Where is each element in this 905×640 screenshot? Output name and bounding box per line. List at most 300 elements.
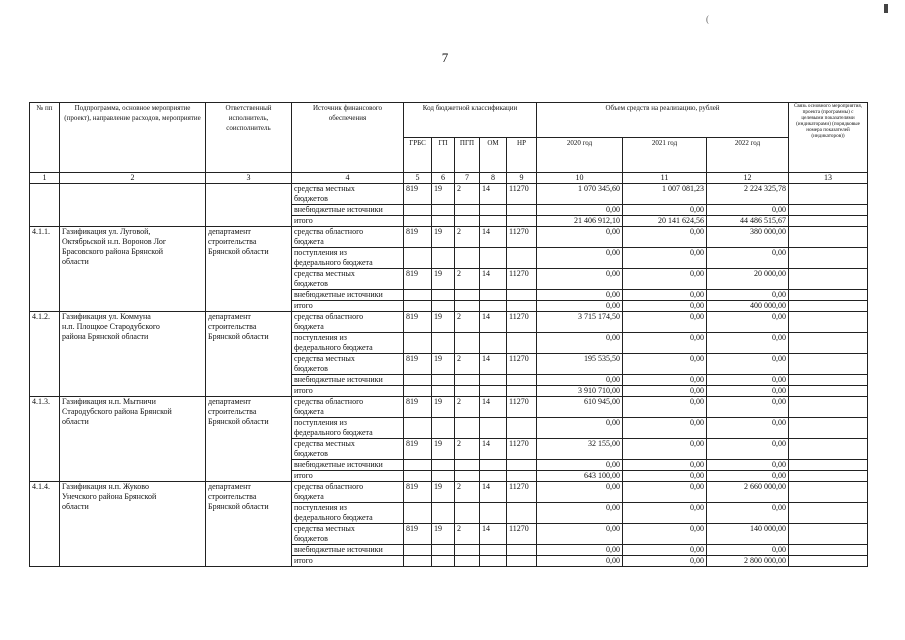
item-number: 4.1.4.: [30, 482, 60, 567]
source-cell: поступления из: [292, 418, 404, 429]
code-grbs: 819: [404, 354, 432, 375]
code-pgp: [455, 290, 480, 301]
table-row: [30, 397, 868, 408]
amount-2022: 140 000,00: [707, 524, 789, 545]
amount-2022: 0,00: [707, 205, 789, 216]
amount-2021: 0,00: [623, 503, 707, 524]
amount-2021: 0,00: [623, 482, 707, 503]
header-2020: 2020 год: [537, 138, 623, 173]
column-number: 2: [60, 173, 206, 184]
code-pgp: 2: [455, 354, 480, 375]
header-pgp: ПГП: [455, 138, 480, 173]
source-cell: итого: [292, 301, 404, 312]
scan-mark: (: [706, 14, 709, 24]
amount-2021: 0,00: [623, 312, 707, 333]
item-title-line: Газификация ул. Коммуна: [62, 312, 151, 321]
code-om: [480, 290, 507, 301]
amount-2021: 0,00: [623, 301, 707, 312]
amount-2021: 0,00: [623, 248, 707, 269]
column-number: 13: [789, 173, 868, 184]
code-grbs: [404, 333, 432, 354]
item-executor-line: строительства: [208, 322, 257, 331]
amount-2022: 44 486 515,67: [707, 216, 789, 227]
code-gp: 19: [432, 482, 455, 503]
indicator-cell: [789, 301, 868, 312]
table-row: [30, 482, 868, 493]
source-cell-line2: бюджетов: [292, 534, 404, 545]
source-cell: внебюджетные источники: [292, 290, 404, 301]
item-title-line: н.п. Площкое Стародубского: [62, 322, 160, 331]
source-cell: средства местных: [292, 524, 404, 535]
source-cell: средства местных: [292, 269, 404, 280]
item-number: 4.1.1.: [30, 227, 60, 312]
code-om: [480, 545, 507, 556]
code-gp: 19: [432, 269, 455, 290]
amount-2020: 0,00: [537, 227, 623, 248]
code-np: [507, 418, 537, 439]
amount-2022: 2 800 000,00: [707, 556, 789, 567]
item-executor: [206, 227, 292, 312]
code-gp: 19: [432, 312, 455, 333]
code-gp: [432, 556, 455, 567]
amount-2020: 0,00: [537, 482, 623, 503]
code-om: [480, 386, 507, 397]
code-grbs: [404, 386, 432, 397]
amount-2020: 3 715 174,50: [537, 312, 623, 333]
item-title: [60, 482, 206, 567]
amount-2021: 0,00: [623, 269, 707, 290]
amount-2022: 0,00: [707, 503, 789, 524]
code-om: 14: [480, 269, 507, 290]
amount-2022: 2 660 000,00: [707, 482, 789, 503]
code-pgp: 2: [455, 227, 480, 248]
carry-title-cell: [60, 184, 206, 227]
column-number: 4: [292, 173, 404, 184]
code-grbs: [404, 205, 432, 216]
amount-2020: 1 070 345,60: [537, 184, 623, 205]
code-pgp: 2: [455, 482, 480, 503]
item-title-line: области: [62, 502, 89, 511]
amount-2021: 0,00: [623, 545, 707, 556]
item-executor-line: строительства: [208, 407, 257, 416]
amount-2021: 0,00: [623, 227, 707, 248]
code-pgp: 2: [455, 439, 480, 460]
amount-2022: 0,00: [707, 545, 789, 556]
indicator-cell: [789, 556, 868, 567]
code-grbs: [404, 545, 432, 556]
amount-2021: 0,00: [623, 397, 707, 418]
indicator-cell: [789, 375, 868, 386]
code-om: [480, 248, 507, 269]
column-number: 10: [537, 173, 623, 184]
code-pgp: 2: [455, 269, 480, 290]
amount-2021: 0,00: [623, 471, 707, 482]
code-gp: 19: [432, 397, 455, 418]
source-cell-line2: федерального бюджета: [292, 428, 404, 439]
amount-2020: 0,00: [537, 524, 623, 545]
item-executor-line: департамент: [208, 227, 251, 236]
code-grbs: [404, 301, 432, 312]
code-grbs: 819: [404, 397, 432, 418]
code-pgp: 2: [455, 524, 480, 545]
amount-2020: 0,00: [537, 333, 623, 354]
code-om: 14: [480, 397, 507, 418]
header-grbs: ГРБС: [404, 138, 432, 173]
item-title-line: района Брянской области: [62, 332, 149, 341]
indicator-cell: [789, 439, 868, 460]
code-grbs: [404, 460, 432, 471]
indicator-cell: [789, 503, 868, 524]
indicator-cell: [789, 386, 868, 397]
item-title-line: Октябрьской н.п. Воронов Лог: [62, 237, 167, 246]
table-row: [30, 184, 868, 195]
indicator-cell: [789, 216, 868, 227]
amount-2020: 3 910 710,00: [537, 386, 623, 397]
amount-2021: 0,00: [623, 418, 707, 439]
amount-2020: 0,00: [537, 205, 623, 216]
indicator-cell: [789, 397, 868, 418]
code-gp: 19: [432, 184, 455, 205]
amount-2022: 2 224 325,78: [707, 184, 789, 205]
code-pgp: [455, 471, 480, 482]
indicator-cell: [789, 269, 868, 290]
code-om: [480, 503, 507, 524]
code-np: [507, 333, 537, 354]
code-np: [507, 216, 537, 227]
table-row: [30, 227, 868, 238]
amount-2021: 0,00: [623, 333, 707, 354]
amount-2022: 20 000,00: [707, 269, 789, 290]
source-cell-line2: бюджетов: [292, 449, 404, 460]
amount-2021: 0,00: [623, 439, 707, 460]
column-number: 6: [432, 173, 455, 184]
amount-2022: 0,00: [707, 290, 789, 301]
source-cell: средства местных: [292, 354, 404, 365]
amount-2022: 0,00: [707, 312, 789, 333]
code-om: [480, 418, 507, 439]
amount-2021: 1 007 081,23: [623, 184, 707, 205]
source-cell: итого: [292, 471, 404, 482]
code-grbs: [404, 375, 432, 386]
amount-2022: 0,00: [707, 460, 789, 471]
carry-exec-cell: [206, 184, 292, 227]
source-cell: внебюджетные источники: [292, 545, 404, 556]
item-title-line: Газификация ул. Луговой,: [62, 227, 151, 236]
code-om: 14: [480, 184, 507, 205]
header-gp: ГП: [432, 138, 455, 173]
code-pgp: [455, 301, 480, 312]
code-om: 14: [480, 439, 507, 460]
source-cell-line2: бюджета: [292, 322, 404, 333]
code-pgp: [455, 216, 480, 227]
code-om: [480, 205, 507, 216]
indicator-cell: [789, 333, 868, 354]
code-pgp: [455, 386, 480, 397]
code-gp: [432, 333, 455, 354]
code-grbs: [404, 556, 432, 567]
column-number-row: [30, 173, 868, 184]
indicator-cell: [789, 184, 868, 205]
amount-2022: 0,00: [707, 354, 789, 375]
source-cell: средства местных: [292, 439, 404, 450]
code-gp: [432, 471, 455, 482]
indicator-cell: [789, 227, 868, 248]
source-cell: средства областного: [292, 482, 404, 493]
header-num: № пп: [30, 103, 60, 173]
budget-table: [29, 102, 868, 567]
source-cell-line2: бюджетов: [292, 364, 404, 375]
item-executor: [206, 482, 292, 567]
source-cell: поступления из: [292, 248, 404, 259]
item-title-line: Газификация н.п. Жуково: [62, 482, 149, 491]
source-cell: внебюджетные источники: [292, 460, 404, 471]
amount-2020: 32 155,00: [537, 439, 623, 460]
code-gp: 19: [432, 524, 455, 545]
code-om: 14: [480, 524, 507, 545]
code-grbs: 819: [404, 312, 432, 333]
code-grbs: [404, 503, 432, 524]
amount-2020: 610 945,00: [537, 397, 623, 418]
code-grbs: [404, 290, 432, 301]
header-amount-group: Объем средств на реализацию, рублей: [537, 103, 789, 138]
header-2022: 2022 год: [707, 138, 789, 173]
column-number: 5: [404, 173, 432, 184]
header-code-group: Код бюджетной классификации: [404, 103, 537, 138]
source-cell: поступления из: [292, 333, 404, 344]
code-np: 11270: [507, 354, 537, 375]
header-om: ОМ: [480, 138, 507, 173]
carry-num-cell: [30, 184, 60, 227]
amount-2020: 0,00: [537, 375, 623, 386]
source-cell-line2: федерального бюджета: [292, 513, 404, 524]
item-title-line: Брасовского района Брянской: [62, 247, 164, 256]
item-number: 4.1.3.: [30, 397, 60, 482]
amount-2021: 0,00: [623, 386, 707, 397]
item-title-line: Стародубского района Брянской: [62, 407, 172, 416]
code-gp: 19: [432, 354, 455, 375]
amount-2020: 0,00: [537, 301, 623, 312]
code-np: [507, 301, 537, 312]
code-np: [507, 386, 537, 397]
column-number: 3: [206, 173, 292, 184]
code-np: 11270: [507, 184, 537, 205]
code-om: [480, 471, 507, 482]
code-pgp: [455, 418, 480, 439]
column-number: 9: [507, 173, 537, 184]
code-om: 14: [480, 227, 507, 248]
item-title-line: области: [62, 257, 89, 266]
code-om: [480, 460, 507, 471]
amount-2020: 0,00: [537, 418, 623, 439]
code-np: 11270: [507, 439, 537, 460]
code-om: 14: [480, 482, 507, 503]
indicator-cell: [789, 418, 868, 439]
indicator-cell: [789, 545, 868, 556]
amount-2022: 0,00: [707, 439, 789, 460]
code-om: [480, 216, 507, 227]
amount-2022: 380 000,00: [707, 227, 789, 248]
code-grbs: 819: [404, 439, 432, 460]
code-om: 14: [480, 312, 507, 333]
code-np: [507, 460, 537, 471]
source-cell-line2: федерального бюджета: [292, 343, 404, 354]
item-title: [60, 227, 206, 312]
code-np: [507, 205, 537, 216]
code-grbs: [404, 216, 432, 227]
source-cell: итого: [292, 386, 404, 397]
code-gp: [432, 386, 455, 397]
code-pgp: 2: [455, 397, 480, 418]
code-np: [507, 248, 537, 269]
code-gp: [432, 375, 455, 386]
source-cell: итого: [292, 556, 404, 567]
amount-2022: 400 000,00: [707, 301, 789, 312]
source-cell-line2: бюджета: [292, 237, 404, 248]
code-np: [507, 556, 537, 567]
header-executor: Ответственный исполнитель, соисполнитель: [206, 103, 292, 173]
item-title-line: Газификация н.п. Мытничи: [62, 397, 156, 406]
column-number: 12: [707, 173, 789, 184]
code-np: 11270: [507, 524, 537, 545]
item-executor-line: Брянской области: [208, 417, 269, 426]
table-body: [30, 184, 868, 567]
indicator-cell: [789, 205, 868, 216]
item-executor: [206, 397, 292, 482]
code-gp: [432, 205, 455, 216]
code-grbs: 819: [404, 482, 432, 503]
amount-2022: 0,00: [707, 386, 789, 397]
code-pgp: [455, 333, 480, 354]
source-cell: внебюджетные источники: [292, 375, 404, 386]
amount-2020: 21 406 912,10: [537, 216, 623, 227]
code-grbs: [404, 248, 432, 269]
indicator-cell: [789, 471, 868, 482]
code-pgp: 2: [455, 312, 480, 333]
amount-2020: 0,00: [537, 556, 623, 567]
code-grbs: [404, 418, 432, 439]
amount-2020: 0,00: [537, 290, 623, 301]
code-pgp: [455, 460, 480, 471]
amount-2020: 195 535,50: [537, 354, 623, 375]
code-np: [507, 471, 537, 482]
amount-2020: 0,00: [537, 269, 623, 290]
amount-2020: 643 100,00: [537, 471, 623, 482]
code-gp: 19: [432, 227, 455, 248]
amount-2021: 0,00: [623, 290, 707, 301]
code-gp: [432, 290, 455, 301]
code-np: 11270: [507, 227, 537, 248]
code-pgp: 2: [455, 184, 480, 205]
amount-2021: 0,00: [623, 205, 707, 216]
indicator-cell: [789, 460, 868, 471]
code-pgp: [455, 248, 480, 269]
code-np: [507, 503, 537, 524]
source-cell: поступления из: [292, 503, 404, 514]
item-executor-line: департамент: [208, 397, 251, 406]
column-number: 1: [30, 173, 60, 184]
code-gp: [432, 418, 455, 439]
indicator-cell: [789, 524, 868, 545]
source-cell-line2: бюджета: [292, 407, 404, 418]
source-cell-line2: бюджетов: [292, 279, 404, 290]
code-grbs: 819: [404, 184, 432, 205]
header-2021: 2021 год: [623, 138, 707, 173]
item-executor: [206, 312, 292, 397]
item-title-line: Унечского района Брянской: [62, 492, 157, 501]
source-cell: средства областного: [292, 397, 404, 408]
amount-2022: 0,00: [707, 397, 789, 418]
item-executor-line: Брянской области: [208, 332, 269, 341]
amount-2020: 0,00: [537, 460, 623, 471]
header-indicators: Связь основного мероприятия, проекта (программы) с целевыми показателями (индикаторами) (порядковые номера показателей (индикаторов)): [789, 103, 868, 173]
amount-2022: 0,00: [707, 333, 789, 354]
item-executor-line: департамент: [208, 482, 251, 491]
code-gp: [432, 545, 455, 556]
code-gp: [432, 503, 455, 524]
column-number: 8: [480, 173, 507, 184]
source-cell: итого: [292, 216, 404, 227]
item-executor-line: Брянской области: [208, 502, 269, 511]
amount-2021: 0,00: [623, 375, 707, 386]
header-np: НР: [507, 138, 537, 173]
scan-artifact: [884, 4, 888, 13]
column-number: 11: [623, 173, 707, 184]
code-np: [507, 545, 537, 556]
amount-2021: 0,00: [623, 524, 707, 545]
table-row: [30, 312, 868, 323]
code-grbs: 819: [404, 524, 432, 545]
amount-2020: 0,00: [537, 503, 623, 524]
code-om: [480, 375, 507, 386]
amount-2021: 0,00: [623, 556, 707, 567]
code-np: [507, 290, 537, 301]
header-program: Подпрограмма, основное мероприятие (проект), направление расходов, мероприятие: [60, 103, 206, 173]
code-grbs: 819: [404, 269, 432, 290]
source-cell: средства областного: [292, 227, 404, 238]
source-cell-line2: бюджета: [292, 492, 404, 503]
code-gp: [432, 301, 455, 312]
amount-2021: 20 141 624,56: [623, 216, 707, 227]
code-pgp: [455, 545, 480, 556]
item-executor-line: департамент: [208, 312, 251, 321]
amount-2022: 0,00: [707, 375, 789, 386]
code-grbs: 819: [404, 227, 432, 248]
amount-2022: 0,00: [707, 248, 789, 269]
amount-2022: 0,00: [707, 418, 789, 439]
item-title-line: области: [62, 417, 89, 426]
code-pgp: [455, 556, 480, 567]
indicator-cell: [789, 290, 868, 301]
code-np: 11270: [507, 269, 537, 290]
code-np: 11270: [507, 482, 537, 503]
source-cell: внебюджетные источники: [292, 205, 404, 216]
indicator-cell: [789, 354, 868, 375]
code-om: [480, 556, 507, 567]
code-gp: [432, 460, 455, 471]
code-gp: [432, 216, 455, 227]
item-title: [60, 312, 206, 397]
code-pgp: [455, 503, 480, 524]
code-gp: [432, 248, 455, 269]
code-om: [480, 301, 507, 312]
source-cell: средства областного: [292, 312, 404, 323]
amount-2020: 0,00: [537, 545, 623, 556]
amount-2022: 0,00: [707, 471, 789, 482]
code-np: 11270: [507, 312, 537, 333]
amount-2020: 0,00: [537, 248, 623, 269]
code-pgp: [455, 205, 480, 216]
code-np: [507, 375, 537, 386]
